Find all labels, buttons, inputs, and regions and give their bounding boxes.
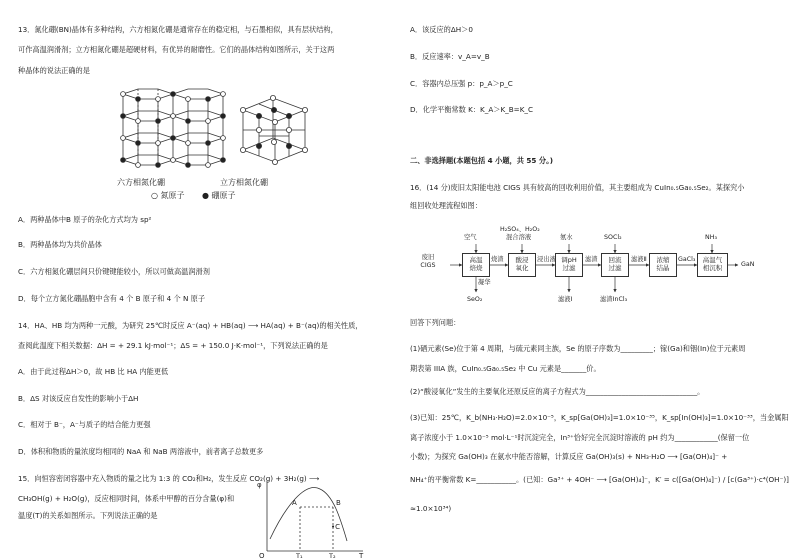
flow-box-deposit-text: 高温气 相沉积 <box>702 256 723 272</box>
graph-t2: T₂ <box>329 552 336 559</box>
flow-box-ph-text: 调pH 过滤 <box>561 256 577 272</box>
flow-box-leach-text: 酸浸 氧化 <box>515 256 529 272</box>
q15-option-b: B．反应速率：v_A=v_B <box>410 52 490 61</box>
q15-option-d: D．化学平衡常数 K：K_A＞K_B=K_C <box>410 105 534 114</box>
q14-option-d: D．体积和物质的量浓度均相同的 NaA 和 NaB 两溶液中，前者离子总数更多 <box>18 447 264 456</box>
bn-crystal-figure <box>113 86 313 178</box>
graph-origin: O <box>259 552 265 559</box>
q13-line1: 13．氮化硼(BN)晶体有多种结构，六方相氮化硼是通常存在的稳定相，与石墨相似，具有层状结构， <box>18 25 338 34</box>
q15-option-c: C．容器内总压强 p：p_A＞p_C <box>410 79 513 88</box>
q15-graph <box>255 477 367 559</box>
flow-bottom-condense: 凝华 <box>478 279 491 286</box>
flow-arrow-filtrate2: 滤液Ⅱ <box>631 256 647 263</box>
q16-answer-intro: 回答下列问题： <box>410 318 461 327</box>
q16-part3-line4: NH₄⁺的平衡常数 K=___________。(已知：Ga³⁺ + 4OH⁻ ⟶ [Ga(OH)₄]⁻，K′ = c([Ga(OH)₄]⁻) / [c(Ga³⁺)·c⁴(OH⁻)] <box>410 475 789 484</box>
flow-box-roast-text: 高温 焙烧 <box>469 256 483 272</box>
cubic-bn-structure <box>240 95 307 164</box>
q13-line2: 可作高温润滑剂；立方相氮化硼是超硬材料，有优异的耐磨性。它们的晶体结构如图所示，关于这两 <box>18 45 335 54</box>
graph-t1: T₁ <box>296 552 303 559</box>
flow-arrow-gacl3: GaCl₃ <box>678 256 696 263</box>
flow-input <box>410 254 446 270</box>
flow-box-crystal-text: 浓缩 结晶 <box>656 256 670 272</box>
flow-top-air: 空气 <box>464 234 477 241</box>
q13-option-b: B．两种晶体均为共价晶体 <box>18 240 102 249</box>
phi-curve <box>270 488 347 541</box>
flow-box-roast <box>462 253 490 277</box>
q16-line2: 组回收处理流程如图： <box>410 201 482 210</box>
flow-arrow-filter: 滤渣 <box>585 256 598 263</box>
flow-top-mix2: 混合溶液 <box>506 234 532 241</box>
legend-boron: ● 硼原子 <box>202 191 236 200</box>
flow-bottom-incl3: 滤渣InCl₃ <box>600 296 628 303</box>
q16-part3-line5: ≈1.0×10³⁴) <box>410 504 452 513</box>
q13-option-c: C．六方相氮化硼层间只价键键能较小，所以可做高温润滑剂 <box>18 267 210 276</box>
section-2-title: 二、非选择题(本题包括 4 小题，共 55 分。) <box>410 156 553 165</box>
flow-bottom-filtrate1: 滤液Ⅰ <box>558 296 573 303</box>
q16-part1-line1: (1)硒元素(Se)位于第 4 周期，与硫元素同主族，Se 的原子序数为_________；镓(Ga)和铟(In)位于元素周 <box>410 344 746 353</box>
flow-output-gan: GaN <box>741 261 755 268</box>
graph-point-c: •C <box>331 523 341 531</box>
q16-line1: 16．(14 分)废旧太阳能电池 CIGS 具有较高的回收利用价值，其主要组成为 CuIn₀.₅Ga₀.₅Se₂。某探究小 <box>410 183 745 192</box>
flow-input-text: 废旧 CIGS <box>420 254 436 269</box>
q15-line2: CH₃OH(g) + H₂O(g)，反应相同时间，体系中甲醇的百分含量(φ)和 <box>18 494 235 503</box>
q15-line3: 温度(T)的关系如图所示。下列说法正确的是 <box>18 511 158 520</box>
q14-line1: 14．HA、HB 均为两种一元酸，为研究 25℃时反应 A⁻(aq) + HB(aq) ⟶ HA(aq) + B⁻(aq)的相关性质， <box>18 321 363 330</box>
graph-point-b: B <box>336 499 341 507</box>
q16-part3-line2: 离子浓度小于 1.0×10⁻⁵ mol·L⁻¹时沉淀完全，In³⁺恰好完全沉淀时溶液的 pH 约为____________(保留一位 <box>410 433 750 442</box>
hexagonal-bn-structure <box>121 89 226 167</box>
q14-option-a: A．由于此过程ΔH＞0，故 HB 比 HA 内能更低 <box>18 367 169 376</box>
flow-arrow-roast: 烧渣 <box>491 256 504 263</box>
caption-hexagonal: 六方相氮化硼 <box>117 178 165 187</box>
q14-line2: 查阅此温度下相关数据：ΔH = + 29.1 kJ·mol⁻¹；ΔS = + 150.0 J·K·mol⁻¹，下列说法正确的是 <box>18 341 328 350</box>
flow-top-ammonia-water: 氨水 <box>560 234 573 241</box>
flow-bottom-seo2: SeO₂ <box>467 296 483 303</box>
q15-line1: 15．向恒容密闭容器中充入物质的量之比为 1:3 的 CO₂和H₂，发生反应 CO₂(g) + 3H₂(g) ⟶ <box>18 474 320 483</box>
graph-point-a: A <box>292 499 297 507</box>
legend-nitrogen: ○ 氮原子 <box>151 191 185 200</box>
q14-option-c: C．相对于 B⁻，A⁻与质子的结合能力更强 <box>18 420 151 429</box>
flow-top-mix1: H₂SO₄、H₂O₂ <box>500 226 540 233</box>
q13-option-a: A．两种晶体中B 原子的杂化方式均为 sp² <box>18 215 152 224</box>
q16-part1-line2: 期表第 IIIA 族，CuIn₀.₅Ga₀.₅Se₂ 中 Cu 元素是_______价。 <box>410 364 601 373</box>
q14-option-b: B．ΔS 对该反应自发性的影响小于ΔH <box>18 394 139 403</box>
graph-ylabel: φ <box>257 481 262 489</box>
q13-line3: 种晶体的说法正确的是 <box>18 66 90 75</box>
flow-box-ph <box>555 253 583 277</box>
q16-part3-line1: (3)已知：25℃，K_b(NH₃·H₂O)=2.0×10⁻⁵，K_sp[Ga(OH)₃]=1.0×10⁻³⁵，K_sp[In(OH)₃]=1.0×10⁻³³，当金属阳 <box>410 413 789 422</box>
flow-box-reflux-text: 回流 过滤 <box>608 256 622 272</box>
q16-flowchart <box>410 226 782 308</box>
q16-part2: (2)“酸浸氧化”发生的主要氧化还原反应的离子方程式为_______________________________。 <box>410 387 705 396</box>
flow-box-crystal <box>649 253 677 277</box>
flow-top-nh3: NH₃ <box>705 234 717 241</box>
flow-top-socl2: SOCl₂ <box>604 234 622 241</box>
flow-box-deposit <box>697 253 728 277</box>
q13-option-d: D．每个立方氮化硼晶胞中含有 4 个 B 原子和 4 个 N 原子 <box>18 294 206 303</box>
caption-cubic: 立方相氮化硼 <box>220 178 268 187</box>
flow-arrow-leach: 浸出液 <box>537 256 556 263</box>
graph-xlabel: T <box>359 552 364 559</box>
q16-part3-line3: 小数)；为探究 Ga(OH)₃ 在氨水中能否溶解，计算反应 Ga(OH)₃(s) + NH₃·H₂O ⟶ [Ga(OH)₄]⁻ + <box>410 452 728 461</box>
q15-option-a: A．该反应的ΔH＞0 <box>410 25 473 34</box>
flow-box-reflux <box>601 253 629 277</box>
flow-box-leach <box>508 253 536 277</box>
